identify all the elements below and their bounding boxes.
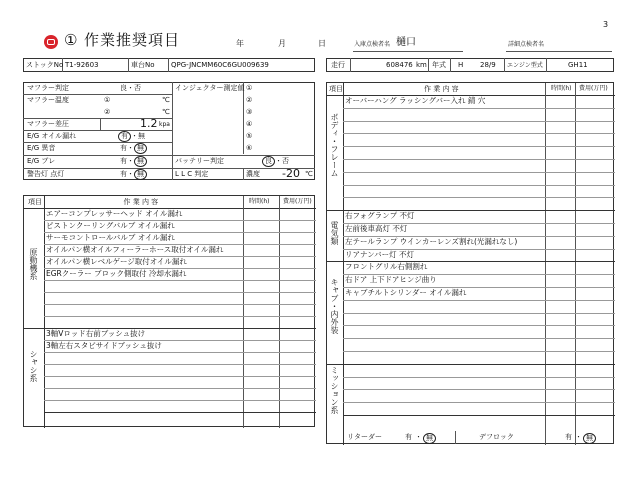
warning-lamp-yes: 有: [120, 170, 127, 178]
section-divider: [327, 364, 343, 365]
eg-shake-label: E/G ブレ: [27, 157, 56, 165]
section-divider: [327, 210, 343, 211]
engine-label: エンジン型式: [507, 62, 543, 69]
col-divider: [545, 83, 546, 445]
eg-noise-no: 無: [134, 143, 147, 154]
section-label: 原動機系: [29, 248, 38, 280]
work-row-text: フロントグリル右側割れ: [345, 262, 428, 272]
col-divider: [575, 83, 576, 445]
col-divider: [279, 196, 280, 428]
table-row: [44, 280, 316, 281]
eg-shake-yes: 有: [120, 157, 127, 165]
table-row: [343, 133, 615, 134]
difflock-dot: ・: [575, 433, 582, 441]
injector-4: ④: [246, 120, 253, 128]
table-row: [343, 364, 615, 365]
table-row: [343, 108, 615, 109]
difflock-yes: 有: [565, 433, 572, 441]
title-number: ①: [64, 31, 78, 49]
injector-1: ①: [246, 84, 253, 92]
battery-choice: [262, 156, 289, 167]
table-row: [343, 146, 615, 147]
eg-oil-leak-label: E/G オイル漏れ: [27, 132, 77, 140]
table-row: [343, 415, 615, 416]
muffler-temp-1-unit: ℃: [162, 96, 170, 104]
work-row-text: 3軸Vロッド右前ブッシュ抜け: [46, 329, 146, 338]
llc-unit: ℃: [305, 170, 313, 178]
work-row-text: キャブチルトシリンダー オイル漏れ: [345, 288, 467, 297]
header-work: 作 業 内 容: [424, 85, 459, 93]
work-row-text: エアーコンプレッサーヘッド オイル漏れ: [46, 209, 183, 218]
work-row-text: 左テールランプ ウインカーレンズ割れ(光漏れなし): [345, 236, 518, 246]
table-row: [343, 338, 615, 339]
header-item: 項目: [329, 85, 343, 93]
table-row: [343, 159, 615, 160]
muffler-temp-1-num: ①: [104, 96, 111, 104]
table-row: [343, 389, 615, 390]
work-row-text: 3軸左右スタビサイドブッシュ抜け: [46, 341, 162, 350]
table-row: [44, 412, 316, 413]
section-label: ミッション系: [330, 365, 339, 414]
muffler-diff-label: マフラー差圧: [27, 120, 69, 128]
receiver-label: 入庫点検者名: [354, 41, 391, 48]
eg-oil-leak-choice: [118, 131, 145, 142]
right-work-table: [326, 82, 614, 444]
eg-oil-leak-dot: ・: [131, 132, 138, 140]
header-cost: 費用(万円): [579, 85, 608, 92]
eg-shake-no: 無: [134, 156, 147, 167]
difflock-no: 無: [583, 433, 596, 444]
section-divider: [24, 328, 44, 329]
work-row-text: サーモコントロールバルブ オイル漏れ: [46, 233, 175, 242]
retarder-difflock-row: [343, 431, 613, 444]
table-row: [44, 352, 316, 353]
col-divider: [44, 196, 45, 428]
retarder-yes: 有: [405, 433, 412, 441]
table-row: [343, 121, 615, 122]
work-row-text: リアナンバー灯 不灯: [345, 249, 414, 259]
table-row: [343, 325, 615, 326]
table-row: [44, 304, 316, 305]
battery-label: バッテリー判定: [175, 157, 224, 165]
table-row: [343, 402, 615, 403]
retarder-no: 無: [423, 433, 436, 444]
section-label: シャシ系: [29, 350, 38, 382]
mileage-label: 走行: [331, 61, 345, 69]
table-row: [343, 351, 615, 352]
table-row: [343, 197, 615, 198]
warning-lamp-label: 警告灯 点灯: [27, 170, 65, 178]
section-divider: [327, 261, 343, 262]
table-row: [44, 364, 316, 365]
work-row-text: EGRクーラー ブロック側取付 冷却水漏れ: [46, 269, 187, 278]
col-divider: [343, 83, 344, 445]
detail-inspector-label: 詳細点検者名: [508, 41, 545, 48]
header-item: 項目: [28, 198, 42, 206]
muffler-temp-2-unit: ℃: [162, 108, 170, 116]
month-label: 月: [278, 39, 286, 48]
table-row: [44, 316, 316, 317]
battery-dot: ・: [275, 157, 282, 165]
model-year-label: 年式: [432, 61, 446, 69]
work-row-text: オイルパン横オイルフィーラーホース取付オイル漏れ: [46, 245, 224, 254]
warning-lamp-dot: ・: [127, 170, 134, 178]
eg-oil-leak-yes: 有: [118, 131, 131, 142]
eg-oil-leak-no: 無: [138, 132, 145, 140]
work-row-text: 右フォグランプ 不灯: [345, 211, 415, 221]
muffler-judge-value: 良・否: [120, 84, 141, 92]
table-row: [343, 185, 615, 186]
header-hours: 時間(h): [249, 198, 270, 205]
section-label: 電気類: [330, 220, 339, 245]
chassis-label: 車台No: [131, 61, 155, 69]
header-cost: 費用(万円): [283, 198, 312, 205]
section-label: キャブ・内外装: [330, 277, 339, 334]
eg-shake-choice: [120, 156, 147, 167]
left-work-table: [23, 195, 315, 427]
header-hours: 時間(h): [551, 85, 572, 92]
injector-6: ⑥: [246, 144, 253, 152]
page-number: 3: [603, 20, 609, 29]
eg-noise-yes: 有: [120, 144, 127, 152]
work-row-text: ピストンクーリングバルブ オイル漏れ: [46, 221, 175, 230]
injector-2: ②: [246, 96, 253, 104]
battery-bad: 否: [282, 157, 289, 165]
model-year-value: 28/9: [480, 61, 496, 69]
col-divider: [243, 196, 244, 428]
table-row: [343, 172, 615, 173]
page-title: 作業推奨項目: [84, 31, 181, 49]
mileage-unit: km: [416, 61, 427, 69]
muffler-diff-unit: kpa: [159, 121, 170, 128]
muffler-judge-label: マフラー判定: [27, 84, 69, 92]
injector-3: ③: [246, 108, 253, 116]
retarder-dot: ・: [415, 433, 422, 441]
llc-value: -20: [282, 167, 300, 180]
header-work: 作 業 内 容: [123, 198, 159, 206]
muffler-temp-2-num: ②: [104, 108, 111, 116]
section-label: ボディ・フレーム: [330, 112, 339, 177]
work-row-text: 右ドア 上下ドアヒンジ曲り: [345, 275, 437, 285]
table-row: [343, 300, 615, 301]
table-row: [44, 376, 316, 377]
muffler-temp-label: マフラー温度: [27, 96, 69, 104]
engine-value: GH11: [568, 61, 588, 69]
muffler-diff-value: 1.2: [140, 117, 158, 130]
work-row-text: オーバーハング ラッシングバー入れ 錆 穴: [345, 96, 486, 105]
table-row: [343, 313, 615, 314]
warning-lamp-choice: [120, 169, 147, 180]
table-row: [44, 388, 316, 389]
table-row: [44, 292, 316, 293]
injector-5: ⑤: [246, 132, 253, 140]
mileage-value: 608476: [386, 61, 413, 69]
row-divider: [455, 431, 456, 444]
eg-noise-dot: ・: [127, 144, 134, 152]
difflock-label: デフロック: [479, 433, 514, 441]
day-label: 日: [318, 39, 326, 48]
injector-label: インジェクター測定値: [175, 84, 245, 92]
retarder-label: リターダー: [347, 433, 382, 441]
warning-lamp-no: 無: [134, 169, 147, 180]
battery-good: 良: [262, 156, 275, 167]
company-logo-icon: [44, 35, 58, 49]
receiver-name: 樋口: [396, 37, 416, 48]
eg-shake-dot: ・: [127, 157, 134, 165]
chassis-value: QPG-JNCMM60C6GU009639: [171, 61, 269, 69]
llc-label: L L C 判定: [175, 170, 209, 178]
stock-value: T1-92603: [65, 61, 99, 69]
stock-label: ストックNo: [26, 61, 64, 69]
work-row-text: 左前後車高灯 不灯: [345, 224, 408, 233]
year-label: 年: [236, 39, 244, 48]
table-row: [343, 377, 615, 378]
eg-noise-choice: [120, 143, 147, 154]
llc-conc-label: 濃度: [246, 170, 260, 178]
eg-noise-label: E/G 異音: [27, 144, 56, 152]
table-row: [44, 400, 316, 401]
era: H: [458, 61, 464, 69]
work-row-text: オイルパン横レベルゲージ取付オイル漏れ: [46, 257, 187, 266]
